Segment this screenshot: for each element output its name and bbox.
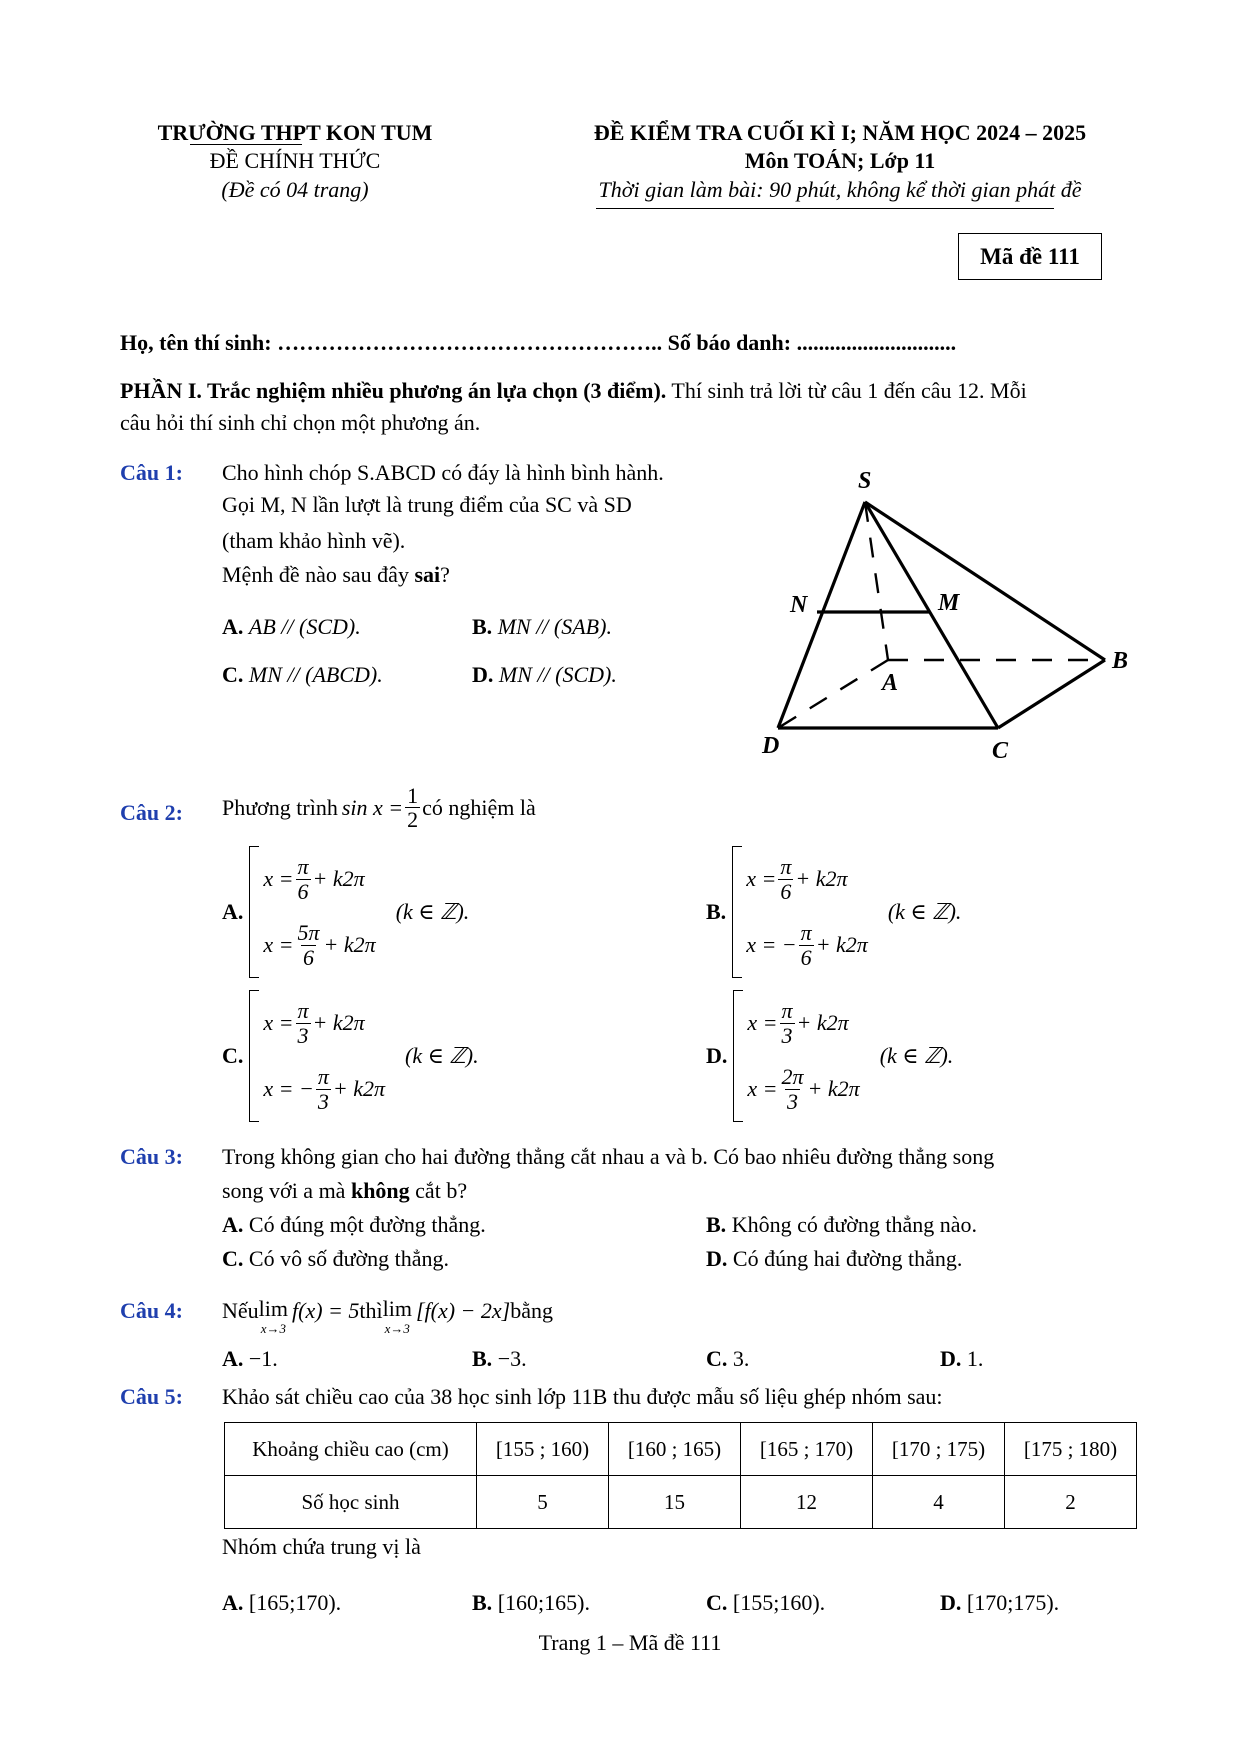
table-cell: [175 ; 180) bbox=[1005, 1423, 1137, 1476]
edge-sb bbox=[865, 502, 1105, 660]
table-cell: [170 ; 175) bbox=[873, 1423, 1005, 1476]
q2-option-d[interactable]: D. x = $\frac{\pi}{3}$ + k2π x = $\frac{2\pi}{3}$ + k2π (k ∈ ℤ). bbox=[706, 990, 953, 1122]
exam-title: ĐỀ KIỂM TRA CUỐI KÌ I; NĂM HỌC 2024 – 2025 bbox=[593, 120, 1087, 145]
edge-ad-hidden bbox=[778, 660, 888, 728]
label-c: C bbox=[992, 738, 1009, 764]
table-row-counts bbox=[225, 1476, 1137, 1529]
part1-instruction-1: Thí sinh trả lời từ câu 1 đến câu 12. Mỗi bbox=[666, 378, 1027, 403]
q2-option-b[interactable]: B. x = $\frac{\pi}{6}$ + k2π x = − $\frac{\pi}{6}$ + k2π (k ∈ ℤ). bbox=[706, 846, 961, 978]
name-dots[interactable]: …………………………………………….. bbox=[277, 330, 663, 355]
q2-stem: Phương trình sin x = $\frac{1}{2}$ có nghiệm là bbox=[222, 783, 536, 833]
q1-line1: Cho hình chóp S.ABCD có đáy là hình bình hành. bbox=[222, 460, 664, 485]
time-underline bbox=[596, 208, 1054, 209]
q1-option-d[interactable]: D. MN // (SCD). bbox=[472, 662, 617, 687]
part1-heading bbox=[120, 378, 1027, 404]
name-label: Họ, tên thí sinh: bbox=[120, 330, 272, 355]
school-name: TRƯỜNG THPT KON TUM bbox=[157, 120, 433, 145]
pyramid-figure bbox=[760, 460, 1160, 770]
page-count: (Đề có 04 trang) bbox=[221, 177, 369, 202]
student-line bbox=[120, 330, 956, 356]
q3-line1: Trong không gian cho hai đường thẳng cắt nhau a và b. Có bao nhiêu đường thẳng song bbox=[222, 1144, 995, 1169]
table-cell: [165 ; 170) bbox=[741, 1423, 873, 1476]
id-label: Số báo danh: bbox=[667, 330, 792, 355]
q3-option-b[interactable]: B. Không có đường thẳng nào. bbox=[706, 1212, 978, 1237]
edge-cb bbox=[998, 660, 1105, 728]
exam-code-box: Mã đề 111 bbox=[958, 233, 1102, 280]
part1-title: PHẦN I. Trắc nghiệm nhiều phương án lựa chọn (3 điểm). bbox=[120, 378, 667, 403]
id-dots[interactable]: ............................. bbox=[796, 330, 957, 355]
q1-keyword-sai: sai bbox=[414, 562, 441, 587]
q3-option-c[interactable]: C. Có vô số đường thẳng. bbox=[222, 1246, 450, 1271]
table-cell: 12 bbox=[741, 1476, 873, 1529]
q5-option-a[interactable]: A. [165;170). bbox=[222, 1590, 342, 1615]
table-cell: 4 bbox=[873, 1476, 1005, 1529]
q3-label: Câu 3: bbox=[120, 1144, 183, 1169]
school-underline bbox=[190, 144, 302, 145]
label-m: M bbox=[938, 590, 960, 616]
q4-option-c[interactable]: C. 3. bbox=[706, 1346, 750, 1371]
q5-option-c[interactable]: C. [155;160). bbox=[706, 1590, 826, 1615]
q1-line4-end: ? bbox=[440, 562, 450, 587]
q2-option-a[interactable]: A. x = $\frac{\pi}{6}$ + k2π x = $\frac{5\pi}{6}$ + k2π (k ∈ ℤ). bbox=[222, 846, 469, 978]
table-cell: [160 ; 165) bbox=[609, 1423, 741, 1476]
q4-stem: Nếu lim x→3 f(x) = 5 thì lim x→3 [f(x) − 2x] bằng bbox=[222, 1296, 553, 1336]
q3-line2: song với a mà không cắt b? bbox=[222, 1178, 468, 1203]
table-row-intervals bbox=[225, 1423, 1137, 1476]
q4-option-d[interactable]: D. 1. bbox=[940, 1346, 984, 1371]
label-b: B bbox=[1112, 648, 1129, 674]
q1-option-c[interactable]: C. MN // (ABCD). bbox=[222, 662, 383, 687]
q5-stem: Khảo sát chiều cao của 38 học sinh lớp 11B thu được mẫu số liệu ghép nhóm sau: bbox=[222, 1384, 943, 1409]
table-cell: 2 bbox=[1005, 1476, 1137, 1529]
exam-time: Thời gian làm bài: 90 phút, không kể thời gian phát đề bbox=[598, 177, 1082, 202]
table-cell: [155 ; 160) bbox=[477, 1423, 609, 1476]
q2-label: Câu 2: bbox=[120, 800, 183, 825]
label-a: A bbox=[882, 670, 899, 696]
q1-line4 bbox=[222, 562, 450, 588]
q1-option-b[interactable]: B. MN // (SAB). bbox=[472, 614, 612, 639]
q1-line2: Gọi M, N lần lượt là trung điểm của SC và SD bbox=[222, 492, 632, 517]
table-cell: 5 bbox=[477, 1476, 609, 1529]
q5-label: Câu 5: bbox=[120, 1384, 183, 1409]
q3-keyword-khong: không bbox=[350, 1178, 410, 1203]
table-cell: 15 bbox=[609, 1476, 741, 1529]
q1-line4-text: Mệnh đề nào sau đây bbox=[222, 562, 415, 587]
label-n: N bbox=[790, 592, 808, 618]
q5-question: Nhóm chứa trung vị là bbox=[222, 1534, 421, 1559]
label-d: D bbox=[762, 733, 780, 759]
q3-option-d[interactable]: D. Có đúng hai đường thẳng. bbox=[706, 1246, 963, 1271]
q5-option-d[interactable]: D. [170;175). bbox=[940, 1590, 1060, 1615]
table-cell: Khoảng chiều cao (cm) bbox=[225, 1423, 477, 1476]
table-cell: Số học sinh bbox=[225, 1476, 477, 1529]
q1-option-a[interactable]: A. AB // (SCD). bbox=[222, 614, 361, 639]
official-label: ĐỀ CHÍNH THỨC bbox=[209, 148, 381, 173]
q4-option-a[interactable]: A. −1. bbox=[222, 1346, 278, 1371]
height-frequency-table bbox=[224, 1422, 1137, 1529]
edge-sa-hidden bbox=[865, 502, 888, 660]
exam-subject: Môn TOÁN; Lớp 11 bbox=[744, 148, 936, 173]
q2-option-c[interactable]: C. x = $\frac{\pi}{3}$ + k2π x = − $\frac{\pi}{3}$ + k2π (k ∈ ℤ). bbox=[222, 990, 479, 1122]
q1-line3: (tham khảo hình vẽ). bbox=[222, 528, 406, 553]
q4-option-b[interactable]: B. −3. bbox=[472, 1346, 527, 1371]
page-footer: Trang 1 – Mã đề 111 bbox=[538, 1630, 722, 1655]
q3-option-a[interactable]: A. Có đúng một đường thẳng. bbox=[222, 1212, 486, 1237]
q4-label: Câu 4: bbox=[120, 1298, 183, 1323]
label-s: S bbox=[858, 468, 872, 494]
part1-instruction-2: câu hỏi thí sinh chỉ chọn một phương án. bbox=[120, 410, 481, 435]
q1-label: Câu 1: bbox=[120, 460, 183, 485]
q5-option-b[interactable]: B. [160;165). bbox=[472, 1590, 590, 1615]
